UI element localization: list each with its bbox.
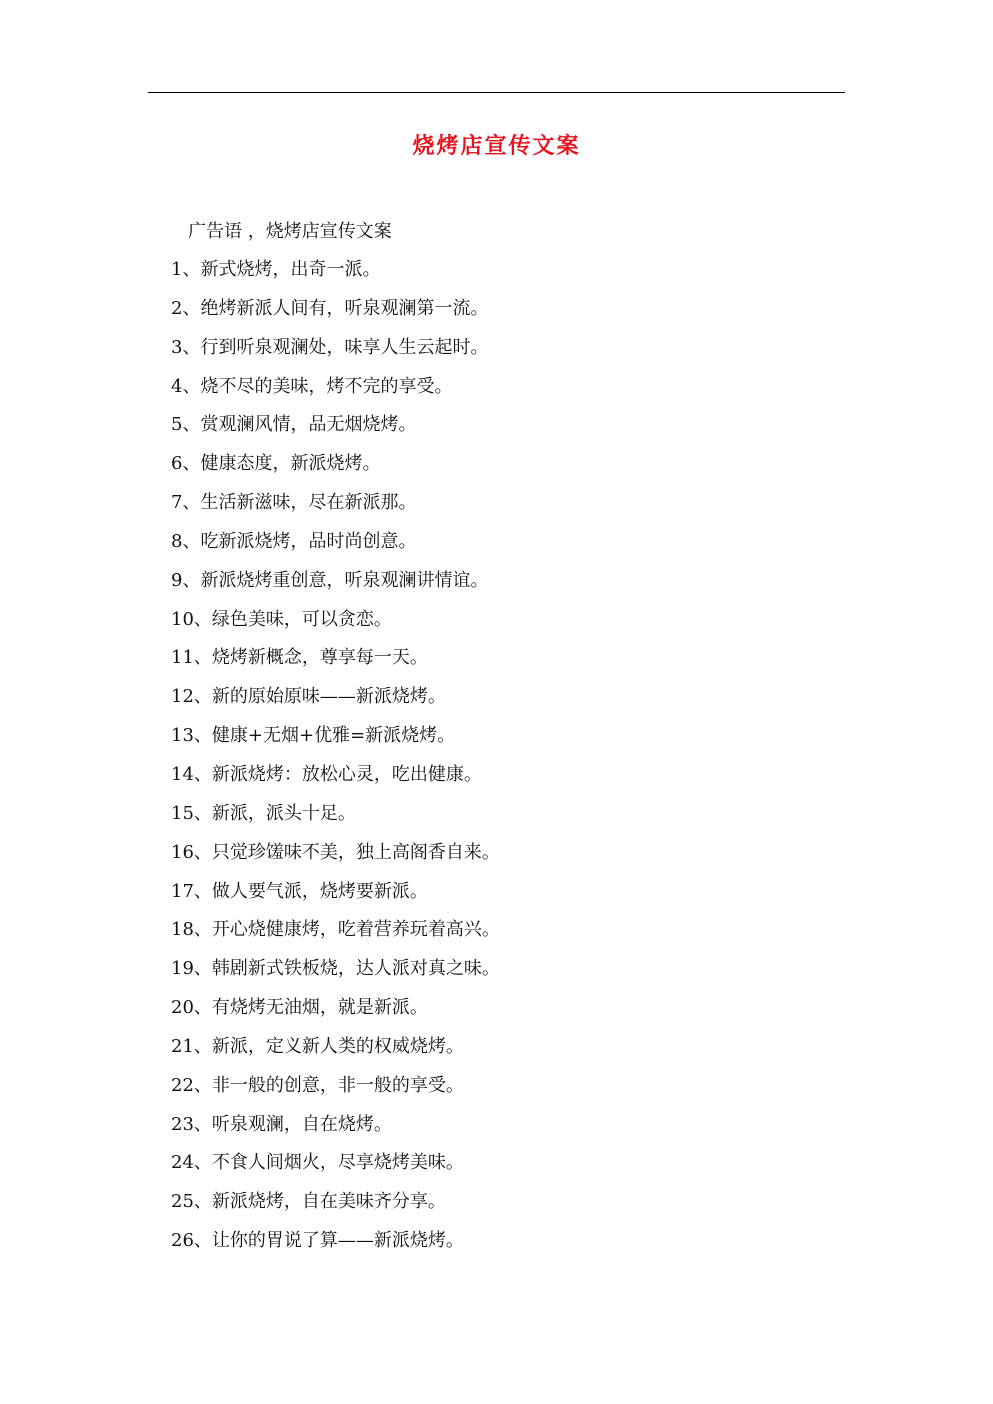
slogan-list	[171, 256, 500, 1266]
list-item: 19、韩剧新式铁板烧，达人派对真之味。	[171, 958, 500, 980]
list-item: 24、不食人间烟火，尽享烧烤美味。	[171, 1152, 464, 1174]
list-item: 25、新派烧烤，自在美味齐分享。	[171, 1191, 446, 1213]
list-item: 18、开心烧健康烤，吃着营养玩着高兴。	[171, 919, 500, 941]
list-item: 1、新式烧烤，出奇一派。	[171, 259, 381, 280]
intro-line: 广告语 ，烧烤店宣传文案	[188, 221, 392, 242]
list-item: 21、新派，定义新人类的权威烧烤。	[171, 1035, 464, 1057]
list-item: 11、烧烤新概念，尊享每一天。	[171, 647, 428, 669]
list-item: 26、让你的胃说了算——新派烧烤。	[171, 1230, 464, 1252]
list-item: 5、赏观澜风情，品无烟烧烤。	[171, 414, 417, 436]
list-item: 4、烧不尽的美味，烤不完的享受。	[171, 375, 453, 397]
header-rule	[148, 92, 845, 93]
list-item: 13、健康+无烟+优雅=新派烧烤。	[171, 725, 456, 747]
list-item: 12、新的原始原味——新派烧烤。	[171, 686, 446, 708]
list-item: 16、只觉珍馐味不美，独上高阁香自来。	[171, 841, 500, 863]
list-item: 20、有烧烤无油烟，就是新派。	[171, 997, 428, 1019]
list-item: 2、绝烤新派人间有，听泉观澜第一流。	[171, 297, 489, 319]
list-item: 6、健康态度，新派烧烤。	[171, 453, 381, 475]
document-title: 烧烤店宣传文案	[412, 133, 581, 159]
list-item: 15、新派，派头十足。	[171, 802, 356, 824]
list-item: 22、非一般的创意，非一般的享受。	[171, 1074, 464, 1096]
list-item: 9、新派烧烤重创意，听泉观澜讲情谊。	[171, 569, 489, 591]
list-item: 10、绿色美味，可以贪恋。	[171, 608, 392, 630]
list-item: 17、做人要气派，烧烤要新派。	[171, 880, 428, 902]
list-item: 7、生活新滋味，尽在新派那。	[171, 492, 417, 514]
list-item: 23、听泉观澜，自在烧烤。	[171, 1113, 392, 1135]
list-item: 14、新派烧烤：放松心灵，吃出健康。	[171, 763, 482, 785]
list-item: 8、吃新派烧烤，品时尚创意。	[171, 530, 417, 552]
list-item: 3、行到听泉观澜处，味享人生云起时。	[171, 336, 489, 358]
